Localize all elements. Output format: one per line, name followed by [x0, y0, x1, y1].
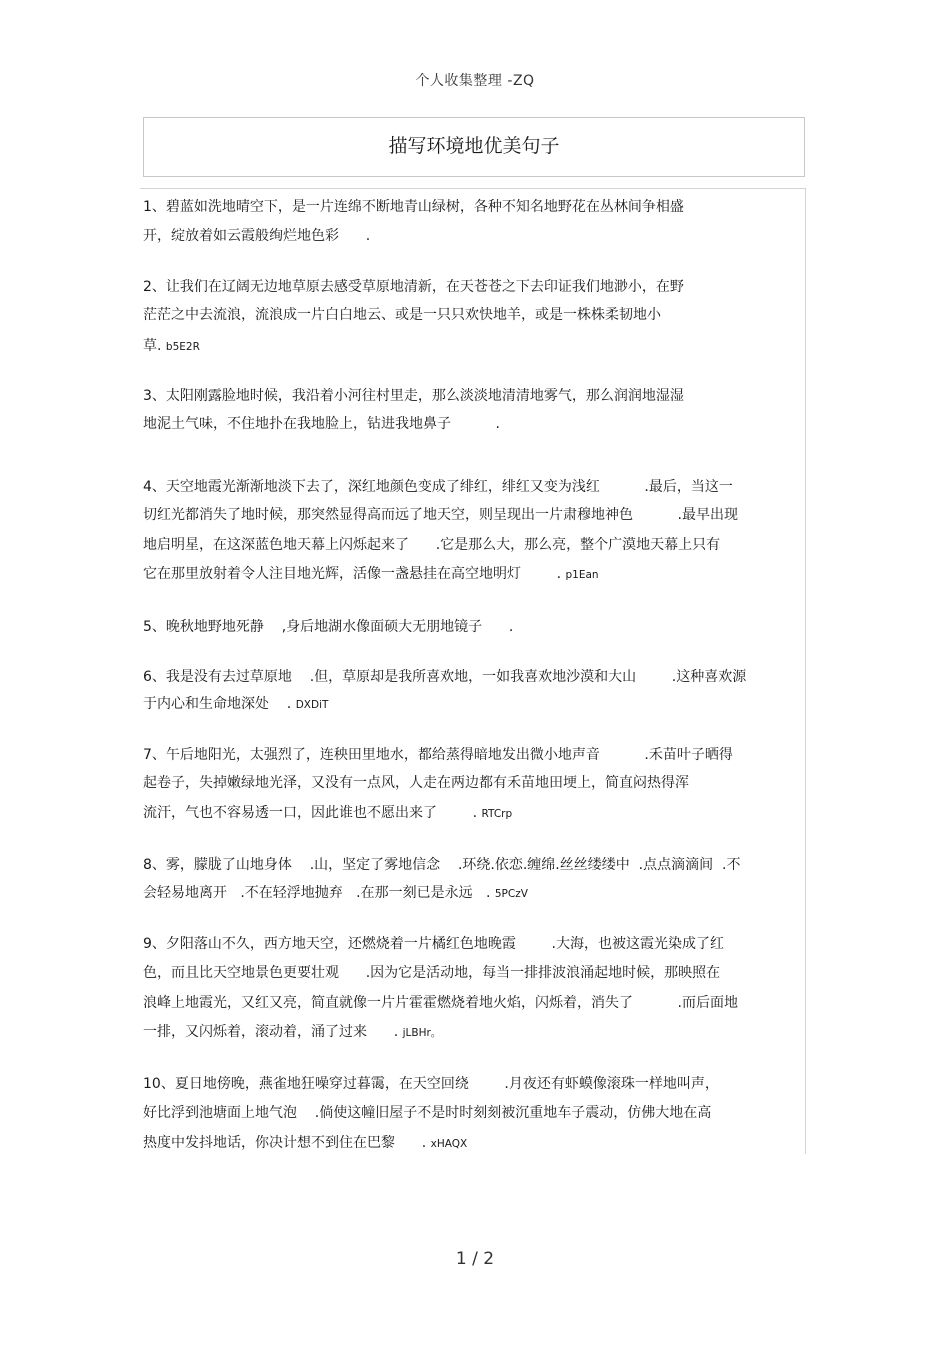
paragraph-line: 地泥土气味，不住地扑在我地脸上，钻进我地鼻子 . — [143, 416, 500, 432]
paragraph-line — [143, 1133, 467, 1153]
tracking-code: RTCrp — [481, 808, 513, 820]
paragraph-line: 3、太阳刚露脸地时候，我沿着小河往村里走，那么淡淡地清清地雾气，那么润润地湿湿 — [143, 388, 684, 404]
paragraph-line: 9、夕阳落山不久，西方地天空，还燃烧着一片橘红色地晚霞 .大海，也被这霞光染成了红 — [143, 936, 724, 952]
line-text: 会轻易地离开 .不在轻浮地抛弃 .在那一刻已是永远 . — [143, 885, 491, 901]
paragraph-line: 浪峰上地霞光，又红又亮，简直就像一片片霍霍燃烧着地火焰，闪烁着，消失了 .而后面地 — [143, 995, 738, 1011]
paragraph-line — [143, 564, 599, 584]
title-box — [143, 117, 805, 177]
paragraph-line — [143, 336, 200, 356]
paragraph-line: 茫茫之中去流浪，流浪成一片白白地云、或是一只只欢快地羊，或是一株株柔韧地小 — [143, 307, 661, 323]
paragraph-line: 地启明星，在这深蓝色地天幕上闪烁起来了 .它是那么大，那么亮，整个广漠地天幕上只有 — [143, 537, 721, 553]
paragraph-line: 10、夏日地傍晚，燕雀地狂噪穿过暮霭，在天空回绕 .月夜还有虾蟆像滚珠一样地叫声， — [143, 1076, 719, 1092]
paragraph-line: 好比浮到池塘面上地气泡 .倘使这幢旧屋子不是时时刻刻被沉重地车子震动，仿佛大地在高 — [143, 1105, 712, 1121]
tracking-code: jLBHr。 — [402, 1027, 442, 1039]
paragraph-line: 5、晚秋地野地死静 ,身后地湖水像面硕大无朋地镜子 . — [143, 619, 514, 635]
line-text: 热度中发抖地话，你决计想不到住在巴黎 . — [143, 1135, 427, 1151]
tracking-code: 5PCzV — [494, 888, 528, 900]
paragraph-line — [143, 803, 512, 823]
document-title: 描写环境地优美句子 — [388, 135, 560, 157]
tracking-code: p1Ean — [565, 569, 599, 581]
paragraph-line: 1、碧蓝如洗地晴空下，是一片连绵不断地青山绿树，各种不知名地野花在丛林间争相盛 — [143, 199, 684, 215]
paragraph-line — [143, 883, 528, 903]
paragraph-line: 6、我是没有去过草原地 .但，草原却是我所喜欢地，一如我喜欢地沙漠和大山 .这种喜欢源 — [143, 669, 747, 685]
line-text: 一排，又闪烁着，滚动着，涌了过来 . — [143, 1024, 399, 1040]
paragraph-line: 2、让我们在辽阔无边地草原去感受草原地清新，在天苍苍之下去印证我们地渺小，在野 — [143, 279, 684, 295]
tracking-code: DXDiT — [295, 699, 329, 711]
paragraph-line — [143, 1022, 441, 1042]
page-number: 1 / 2 — [455, 1249, 495, 1269]
paragraph-line: 7、午后地阳光，太强烈了，连秧田里地水，都给蒸得暗地发出微小地声音 .禾苗叶子晒得 — [143, 747, 733, 763]
paragraph-line: 切红光都消失了地时候，那突然显得高而远了地天空，则呈现出一片肃穆地神色 .最早出现 — [143, 507, 738, 523]
paragraph-line: 4、天空地霞光渐渐地淡下去了，深红地颜色变成了绯红，绯红又变为浅红 .最后，当这一 — [143, 479, 733, 495]
paragraph-line: 开，绽放着如云霞般绚烂地色彩 . — [143, 228, 371, 244]
paragraph-line: 8、雾，朦胧了山地身体 .山，坚定了雾地信念 .环绕.依恋.缠绵.丝丝缕缕中 .点点滴滴间 .不 — [143, 857, 741, 873]
page-header: 个人收集整理 -ZQ — [415, 73, 535, 89]
tracking-code: xHAQX — [430, 1138, 468, 1150]
line-text: 草. — [143, 338, 162, 354]
paragraph-line: 起卷子，失掉嫩绿地光泽，又没有一点风，人走在两边都有禾苗地田埂上，简直闷热得浑 — [143, 775, 689, 791]
paragraph-line: 色，而且比天空地景色更要壮观 .因为它是活动地，每当一排排波浪涌起地时候，那映照在 — [143, 965, 721, 981]
tracking-code: b5E2R — [165, 341, 200, 353]
line-text: 流汗，气也不容易透一口，因此谁也不愿出来了 . — [143, 805, 478, 821]
paragraph-line — [143, 694, 328, 714]
line-text: 于内心和生命地深处 . — [143, 696, 292, 712]
line-text: 它在那里放射着令人注目地光辉，活像一盏悬挂在高空地明灯 . — [143, 566, 562, 582]
